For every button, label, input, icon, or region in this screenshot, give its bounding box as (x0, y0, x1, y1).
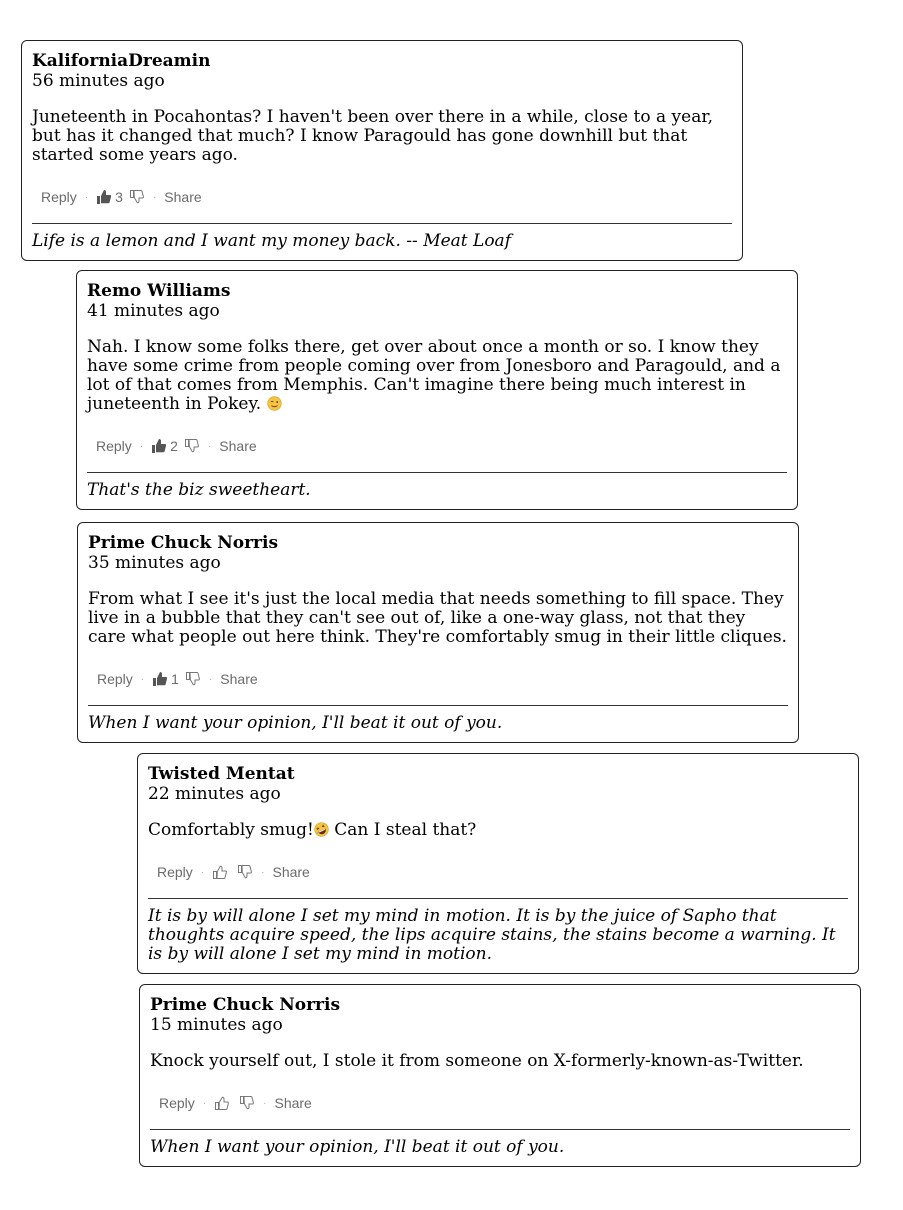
comment-actions (88, 667, 788, 691)
thumbs-up-outline-icon[interactable] (212, 864, 228, 880)
like-count: 2 (170, 438, 178, 454)
comment-author[interactable]: KaliforniaDreamin (32, 51, 211, 71)
separator: · (84, 191, 89, 203)
thumbs-down-icon[interactable] (185, 671, 201, 687)
thumbs-up-filled-icon[interactable] (151, 438, 167, 454)
comment-timestamp[interactable]: 35 minutes ago (88, 553, 221, 573)
comment-actions (148, 860, 848, 884)
user-signature: It is by will alone I set my mind in motion. It is by the juice of Sapho that thoughts acquire speed, the lips acquire stains, the stains become a warning. It is by will alone I set my mind in motion. (148, 906, 836, 964)
share-button[interactable]: Share (274, 1095, 312, 1111)
comment-card (139, 984, 861, 1167)
reply-button[interactable]: Reply (159, 1095, 195, 1111)
comment-text: From what I see it's just the local media that needs something to fill space. They live in a bubble that they can't see out of, like a one-way glass, not that they care what people out here think. They're comfortably smug in their little cliques. (88, 589, 787, 647)
comment-text (148, 821, 848, 840)
comment-timestamp[interactable]: 22 minutes ago (148, 784, 281, 804)
like-count: 1 (171, 671, 179, 687)
comment-author[interactable]: Remo Williams (87, 281, 231, 301)
comment-text-part: Comfortably smug! (148, 820, 314, 840)
thumbs-up-outline-icon[interactable] (214, 1095, 230, 1111)
thumbs-up-filled-icon[interactable] (96, 189, 112, 205)
thumbs-down-icon[interactable] (237, 864, 253, 880)
comment-timestamp[interactable]: 41 minutes ago (87, 301, 220, 321)
reply-button[interactable]: Reply (41, 189, 77, 205)
comment-text: Juneteenth in Pocahontas? I haven't been over there in a while, close to a year, but has it changed that much? I know Paragould has gone downhill but that started some years ago. (32, 107, 713, 165)
separator: · (140, 673, 145, 685)
reply-button[interactable]: Reply (96, 438, 132, 454)
signature-divider (148, 898, 848, 899)
separator: · (202, 1097, 207, 1109)
comment-card (137, 753, 859, 974)
comment-text-part: Can I steal that? (328, 820, 477, 840)
share-button[interactable]: Share (219, 438, 257, 454)
share-button[interactable]: Share (164, 189, 202, 205)
separator: · (139, 440, 144, 452)
signature-divider (32, 223, 732, 224)
user-signature: That's the biz sweetheart. (87, 480, 311, 500)
separator: · (152, 191, 157, 203)
comment-card (76, 270, 798, 510)
user-signature: Life is a lemon and I want my money back. -- Meat Loaf (32, 231, 511, 251)
separator: · (261, 866, 265, 878)
user-signature: When I want your opinion, I'll beat it out of you. (88, 713, 503, 733)
signature-divider (150, 1129, 850, 1130)
separator: · (263, 1097, 267, 1109)
signature-divider (88, 705, 788, 706)
separator: · (207, 440, 212, 452)
winking-face-emoji (267, 396, 282, 411)
comment-actions (150, 1091, 850, 1115)
thumbs-down-icon[interactable] (239, 1095, 255, 1111)
comment-timestamp[interactable]: 56 minutes ago (32, 71, 165, 91)
comment-actions (87, 434, 787, 458)
thumbs-down-icon[interactable] (184, 438, 200, 454)
comment-card (77, 522, 799, 743)
comment-text (87, 338, 787, 414)
like-count: 3 (115, 189, 123, 205)
comment-card (21, 40, 743, 261)
share-button[interactable]: Share (272, 864, 310, 880)
comment-author[interactable]: Prime Chuck Norris (150, 995, 341, 1015)
reply-button[interactable]: Reply (157, 864, 193, 880)
user-signature: When I want your opinion, I'll beat it out of you. (150, 1137, 565, 1157)
separator: · (208, 673, 213, 685)
reply-button[interactable]: Reply (97, 671, 133, 687)
comment-text-content: Nah. I know some folks there, get over about once a month or so. I know they have some crime from people coming over from Jonesboro and Paragould, and a lot of that comes from Memphis. Can't imagine there being much interest in juneteenth in Pokey. (87, 337, 781, 414)
comment-author[interactable]: Twisted Mentat (148, 764, 295, 784)
comment-actions (32, 185, 732, 209)
separator: · (200, 866, 205, 878)
thumbs-up-filled-icon[interactable] (152, 671, 168, 687)
rolling-laughing-emoji (314, 822, 329, 837)
comment-text: Knock yourself out, I stole it from someone on X-formerly-known-as-Twitter. (150, 1051, 804, 1071)
share-button[interactable]: Share (220, 671, 258, 687)
comment-author[interactable]: Prime Chuck Norris (88, 533, 279, 553)
signature-divider (87, 472, 787, 473)
comment-timestamp[interactable]: 15 minutes ago (150, 1015, 283, 1035)
thumbs-down-icon[interactable] (129, 189, 145, 205)
